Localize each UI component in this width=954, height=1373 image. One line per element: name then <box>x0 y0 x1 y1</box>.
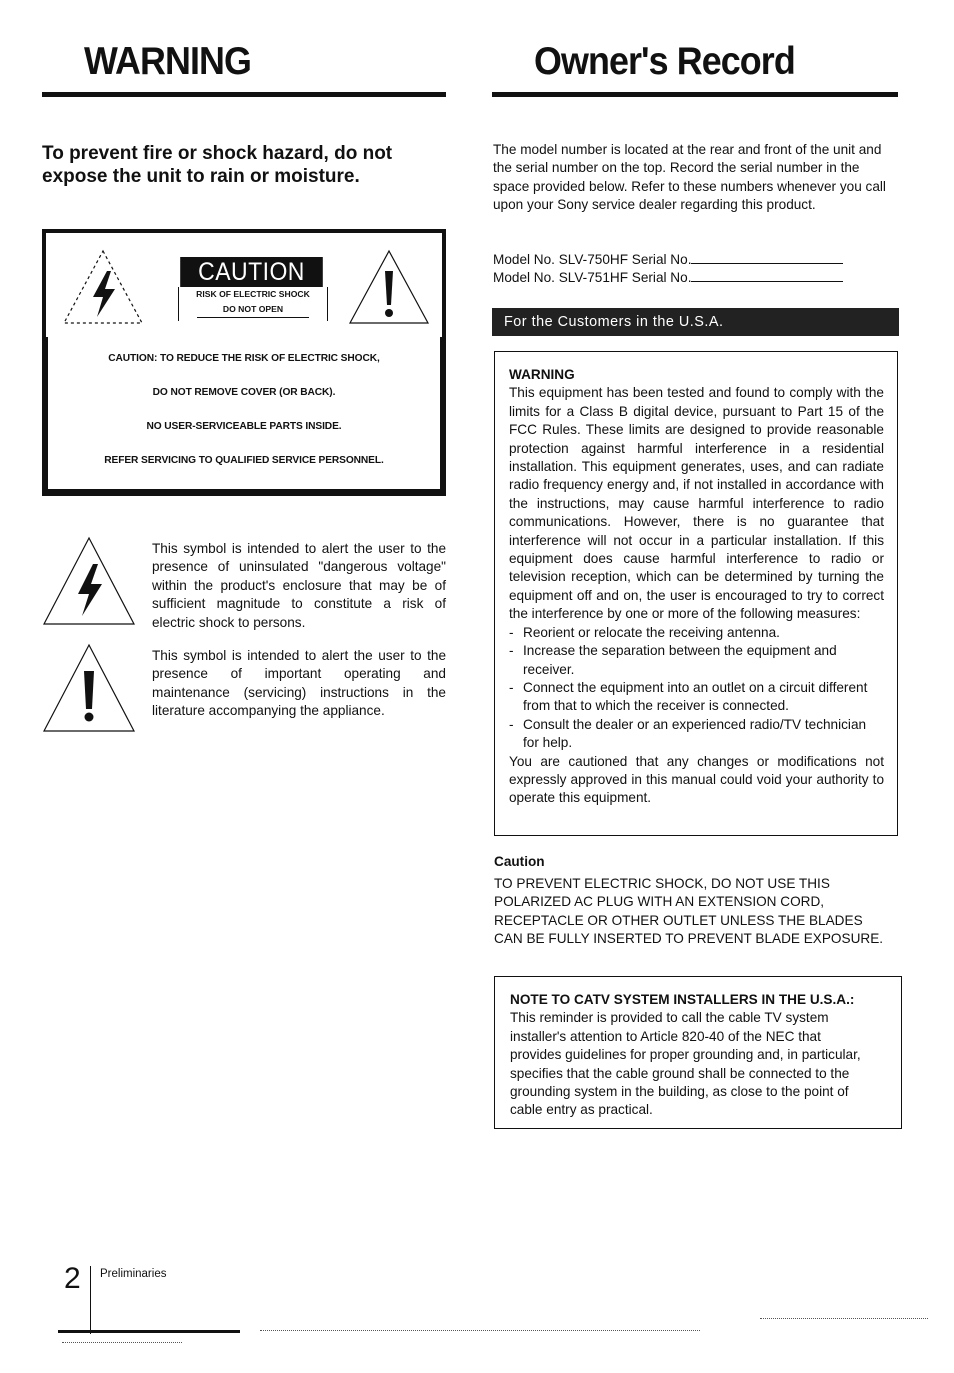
caution-text-area <box>48 337 440 489</box>
symbol-text-lightning: This symbol is intended to alert the user to the presence of uninsulated "dangerous voltage" within the product's enclosure that may be of sufficient magnitude to constitute a risk of electric shock to persons. <box>152 541 446 630</box>
fcc-warning-closing: You are cautioned that any changes or modifications not expressly approved in this manual could void your authority to operate this equipment. <box>509 753 884 806</box>
footer-divider <box>90 1266 91 1334</box>
model-line-2 <box>493 269 898 287</box>
lightning-warning-triangle-icon <box>42 536 136 626</box>
serial-label-2: Serial No. <box>631 270 692 285</box>
fcc-bullet-3: - Connect the equipment into an outlet on a circuit different from that to which the receiver is connected. <box>509 679 868 714</box>
lightning-warning-triangle-icon <box>60 247 146 327</box>
caution-label: CAUTION <box>180 257 323 287</box>
risk-line-2: DO NOT OPEN <box>197 302 309 318</box>
exclamation-warning-triangle-icon <box>42 643 136 733</box>
warning-title: WARNING <box>84 40 251 83</box>
warning-title-rule <box>42 92 446 97</box>
plug-caution-body: TO PREVENT ELECTRIC SHOCK, DO NOT USE THIS POLARIZED AC PLUG WITH AN EXTENSION CORD, RECEPTACLE OR OTHER OUTLET UNLESS THE BLADES CAN BE FULLY INSERTED TO PREVENT BLADE EXPOSURE. <box>494 876 884 947</box>
shock-hazard-lead: To prevent fire or shock hazard, do not expose the unit to rain or moisture. <box>42 143 393 187</box>
serial-blank-2 <box>691 269 843 282</box>
caution-label-header <box>42 229 446 337</box>
symbol-text-exclamation: This symbol is intended to alert the user to the presence of important operating and maintenance (servicing) instructions in the literature accompanying the appliance. <box>152 648 446 719</box>
fcc-bullet-2: - Increase the separation between the equipment and receiver. <box>509 643 837 677</box>
risk-of-shock-box <box>178 287 328 321</box>
fcc-bullet-4: - Consult the dealer or an experienced radio/TV technician for help. <box>509 716 867 751</box>
owners-record-intro: The model number is located at the rear and front of the unit and the serial number on the top. Record the serial number in the space provided below. Refer to these numbers whenever you call upon your Sony service dealer regarding this product. <box>493 142 886 213</box>
footer-dotted-rule-2 <box>760 1318 928 1319</box>
plug-caution-heading: Caution <box>494 854 545 869</box>
exclamation-warning-triangle-icon <box>346 247 432 327</box>
caution-line-3: NO USER-SERVICEABLE PARTS INSIDE. <box>146 421 342 432</box>
model-number-1: Model No. SLV-750HF <box>493 252 628 267</box>
serial-label-1: Serial No. <box>631 252 692 267</box>
model-line-1 <box>493 251 898 269</box>
footer-section-label: Preliminaries <box>100 1268 167 1280</box>
customers-usa-bar: For the Customers in the U.S.A. <box>492 308 899 336</box>
catv-note-heading: NOTE TO CATV SYSTEM INSTALLERS IN THE U.S.A.: <box>510 992 855 1007</box>
caution-line-2: DO NOT REMOVE COVER (OR BACK). <box>152 387 336 398</box>
fcc-warning-heading: WARNING <box>509 367 575 382</box>
catv-note-box <box>494 976 902 1129</box>
caution-label-panel <box>42 229 446 496</box>
fcc-bullet-1: - Reorient or relocate the receiving antenna. <box>509 624 780 640</box>
model-number-2: Model No. SLV-751HF <box>493 270 628 285</box>
owners-record-title: Owner's Record <box>534 40 795 83</box>
page-number: 2 <box>64 1262 81 1295</box>
footer-dotted-rule-1 <box>260 1330 700 1331</box>
footer-dotted-rule-3 <box>62 1342 182 1343</box>
owners-record-rule <box>492 92 898 97</box>
catv-note-body: This reminder is provided to call the cable TV system installer's attention to Article 820-40 of the NEC that provides guidelines for proper grounding and, in particular, specifies that the cable ground shall be connected to the grounding system in the building, as close to the point of cable entry as practical. <box>510 1010 861 1118</box>
fcc-warning-box <box>494 351 898 836</box>
caution-line-4: REFER SERVICING TO QUALIFIED SERVICE PERSONNEL. <box>104 455 384 466</box>
footer-rule <box>58 1330 240 1333</box>
fcc-warning-body: This equipment has been tested and found to comply with the limits for a Class B digital device, pursuant to Part 15 of the FCC Rules. These limits are designed to provide reasonable protection against harmful interference in a residential installation. This equipment generates, uses, and can radiate radio frequency energy and, if not installed in accordance with the instructions, may cause harmful interference to radio communications. However, there is no guarantee that interference will not occur in a particular installation. If this equipment does cause harmful interference to radio or television reception, which can be determined by turning the equipment off and on, the user is encouraged to try to correct the interference by one or more of the following measures: <box>509 385 884 622</box>
serial-blank-1 <box>691 251 843 264</box>
caution-line-1: CAUTION: TO REDUCE THE RISK OF ELECTRIC SHOCK, <box>108 353 380 364</box>
risk-line-1: RISK OF ELECTRIC SHOCK <box>196 289 310 299</box>
